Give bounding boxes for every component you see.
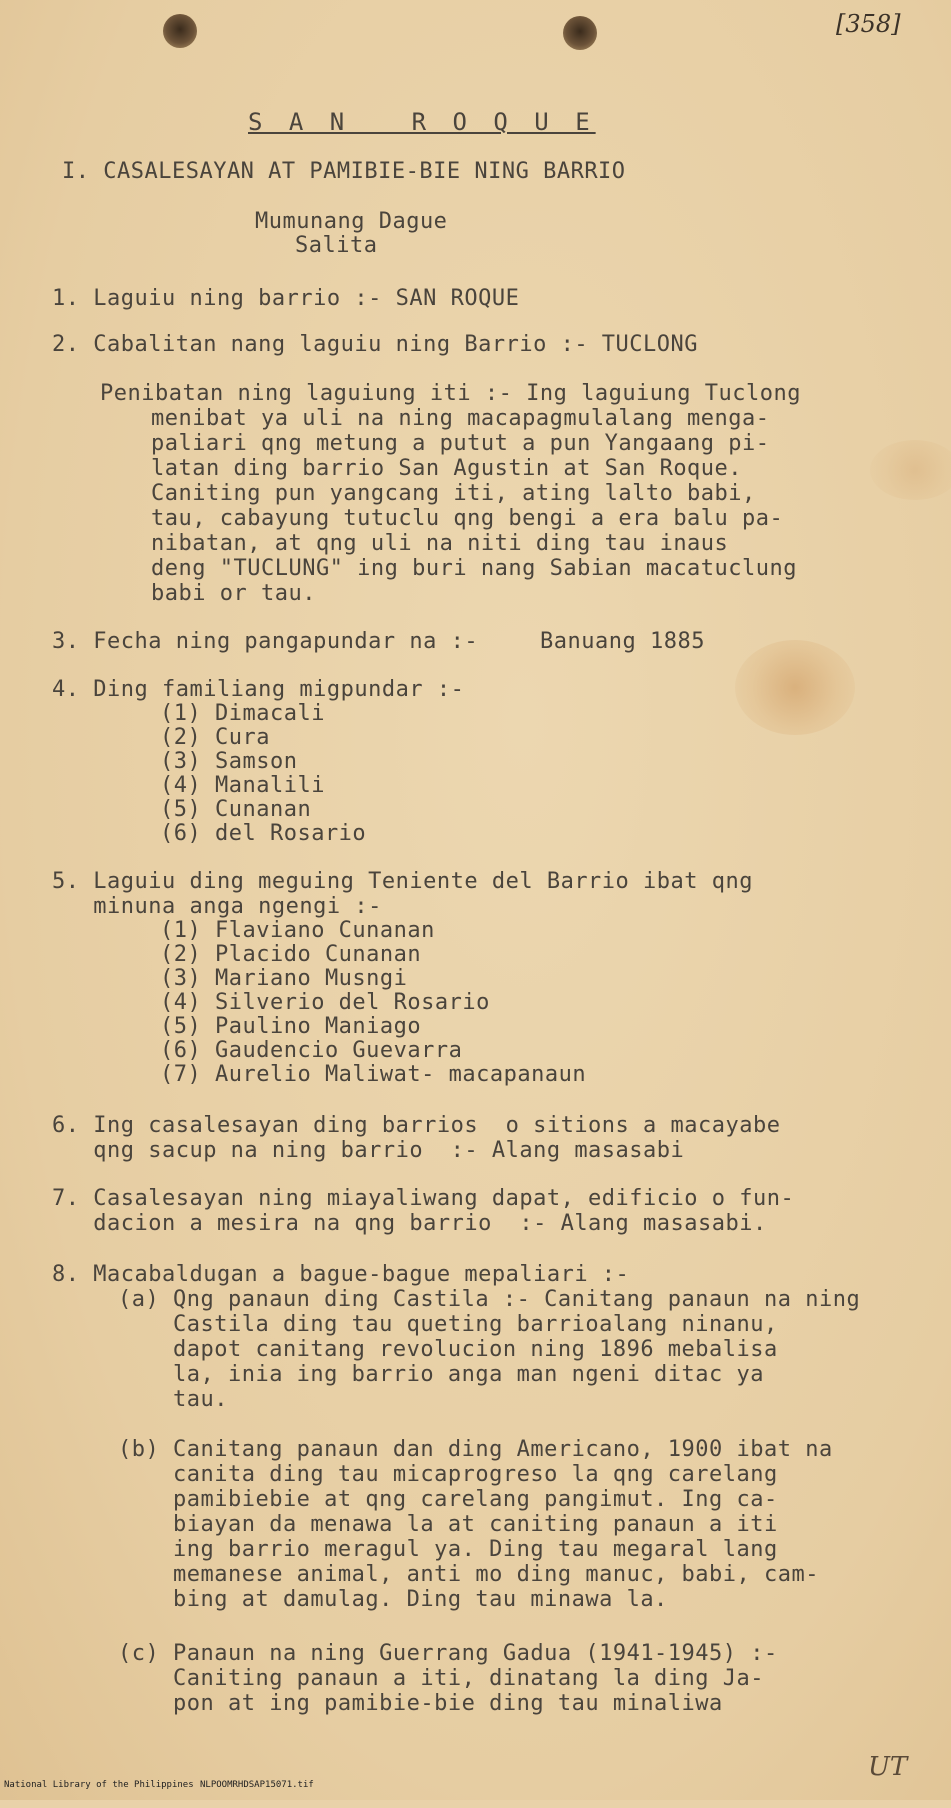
body-line: tau. bbox=[118, 1387, 228, 1412]
list-item: (2) Cura bbox=[160, 725, 270, 750]
body-line: Penibatan ning laguiung iti :- Ing laguiung Tuclong bbox=[100, 381, 802, 406]
body-line: Caniting pun yangcang iti, ating lalto babi, bbox=[151, 481, 756, 506]
list-item: (7) Aurelio Maliwat- macapanaun bbox=[160, 1062, 587, 1087]
list-item: (1) Flaviano Cunanan bbox=[160, 918, 435, 943]
item-3-label: 3. Fecha ning pangapundar na :- bbox=[52, 629, 479, 654]
list-item: (6) Gaudencio Guevarra bbox=[160, 1038, 463, 1063]
list-item: (5) Paulino Maniago bbox=[160, 1014, 422, 1039]
body-line: menibat ya uli na ning macapagmulalang menga- bbox=[151, 406, 770, 431]
body-line: (c) Panaun na ning Guerrang Gadua (1941-1945) :- bbox=[118, 1641, 778, 1666]
item-2: 2. Cabalitan nang laguiu ning Barrio :- TUCLONG bbox=[52, 332, 699, 357]
list-item: (3) Samson bbox=[160, 749, 298, 774]
body-line: memanese animal, anti mo ding manuc, babi, cam- bbox=[118, 1562, 820, 1587]
scan-footer bbox=[0, 1778, 951, 1794]
archive-stamp: [358] bbox=[836, 10, 901, 38]
list-item: (2) Placido Cunanan bbox=[160, 942, 422, 967]
body-line: Caniting panaun a iti, dinatang la ding Ja- bbox=[118, 1666, 765, 1691]
item-7: 7. Casalesayan ning miayaliwang dapat, edificio o fun- bbox=[52, 1186, 795, 1211]
list-item: (4) Silverio del Rosario bbox=[160, 990, 490, 1015]
body-line: dapot canitang revolucion ning 1896 mebalisa bbox=[118, 1337, 778, 1362]
body-line: ing barrio meragul ya. Ding tau megaral lang bbox=[118, 1537, 778, 1562]
list-item: (5) Cunanan bbox=[160, 797, 312, 822]
body-line: babi or tau. bbox=[151, 581, 316, 606]
page-mark: UT bbox=[868, 1752, 908, 1782]
stain-mark bbox=[870, 440, 951, 500]
list-item: (3) Mariano Musngi bbox=[160, 966, 408, 991]
body-line: pon at ing pamibie-bie ding tau minaliwa bbox=[118, 1691, 723, 1716]
subheading-line: Mumunang Dague bbox=[255, 209, 448, 234]
body-line: bing at damulag. Ding tau minawa la. bbox=[118, 1587, 668, 1612]
item-5: 5. Laguiu ding meguing Teniente del Barrio ibat qng bbox=[52, 869, 754, 894]
footer-filename: NLPOOMRHDSAP15071.tif bbox=[200, 1780, 314, 1790]
item-1: 1. Laguiu ning barrio :- SAN ROQUE bbox=[52, 286, 520, 311]
stain-mark bbox=[735, 640, 855, 735]
page-title: S A N R O Q U E bbox=[248, 108, 596, 136]
item-6: qng sacup na ning barrio :- Alang masasabi bbox=[52, 1138, 685, 1163]
item-3-value: Banuang 1885 bbox=[540, 629, 705, 654]
item-4: 4. Ding familiang migpundar :- bbox=[52, 677, 465, 702]
subheading-line: Salita bbox=[295, 233, 378, 258]
body-line: (a) Qng panaun ding Castila :- Canitang panaun na ning bbox=[118, 1287, 861, 1312]
section-heading: I. CASALESAYAN AT PAMIBIE-BIE NING BARRIO bbox=[62, 159, 626, 184]
body-line: paliari qng metung a putut a pun Yangaang pi- bbox=[151, 431, 770, 456]
punch-hole-right bbox=[563, 16, 597, 50]
item-5: minuna anga ngengi :- bbox=[52, 894, 382, 919]
body-line: canita ding tau micaprogreso la qng carelang bbox=[118, 1462, 778, 1487]
body-line: biayan da menawa la at caniting panaun a iti bbox=[118, 1512, 778, 1537]
body-line: la, inia ing barrio anga man ngeni ditac ya bbox=[118, 1362, 765, 1387]
list-item: (6) del Rosario bbox=[160, 821, 367, 846]
body-line: Castila ding tau queting barrioalang ninanu, bbox=[118, 1312, 778, 1337]
list-item: (1) Dimacali bbox=[160, 701, 325, 726]
item-7: dacion a mesira na qng barrio :- Alang masasabi. bbox=[52, 1211, 767, 1236]
item-8: 8. Macabaldugan a bague-bague mepaliari :- bbox=[52, 1262, 630, 1287]
body-line: nibatan, at qng uli na niti ding tau inaus bbox=[151, 531, 729, 556]
punch-hole-left bbox=[163, 14, 197, 48]
body-line: (b) Canitang panaun dan ding Americano, 1900 ibat na bbox=[118, 1437, 833, 1462]
item-6: 6. Ing casalesayan ding barrios o sitions a macayabe bbox=[52, 1113, 781, 1138]
list-item: (4) Manalili bbox=[160, 773, 325, 798]
body-line: pamibiebie at qng carelang pangimut. Ing ca- bbox=[118, 1487, 778, 1512]
body-line: deng "TUCLUNG" ing buri nang Sabian macatuclung bbox=[151, 556, 798, 581]
body-line: tau, cabayung tutuclu qng bengi a era balu pa- bbox=[151, 506, 784, 531]
footer-source: National Library of the Philippines bbox=[4, 1780, 194, 1790]
body-line: latan ding barrio San Agustin at San Roque. bbox=[151, 456, 743, 481]
